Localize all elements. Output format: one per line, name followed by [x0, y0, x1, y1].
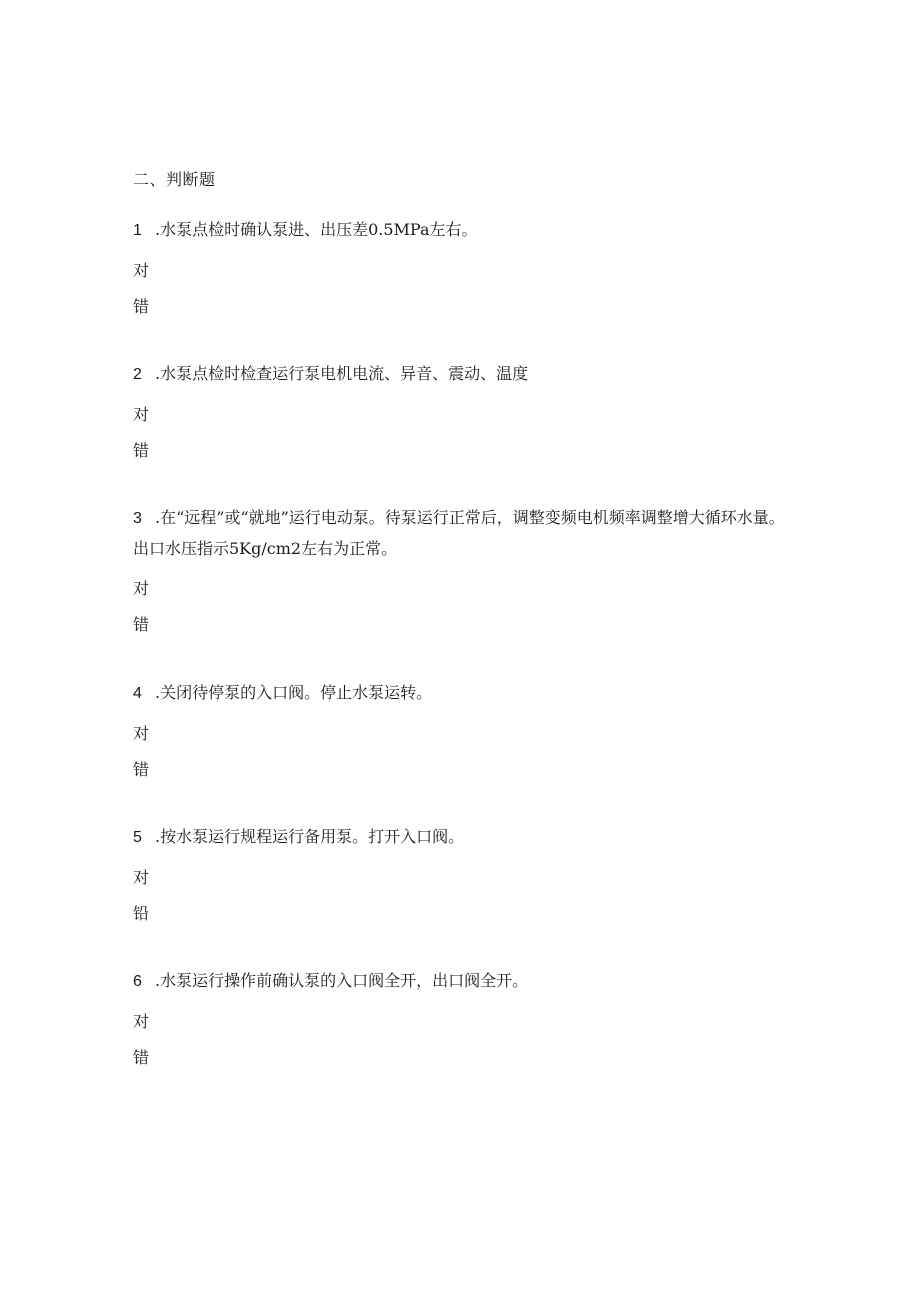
question-text: 5 .按水泵运行规程运行备用泵。打开入口阀。: [133, 822, 793, 853]
question-number: 3: [133, 510, 142, 527]
question-text: 4 .关闭待停泵的入口阀。停止水泵运转。: [133, 678, 793, 709]
question-2: [133, 359, 793, 462]
question-3: [133, 503, 793, 636]
option-false[interactable]: 铅: [133, 904, 150, 923]
question-number: 1: [133, 222, 142, 239]
question-text: 3 .在“远程”或“就地”运行电动泵。待泵运行正常后，调整变频电机频率调整增大循环水量。出口水压指示5Kg/cm2左右为正常。: [133, 503, 793, 564]
option-false[interactable]: 错: [133, 615, 150, 634]
option-false[interactable]: 错: [133, 441, 150, 460]
question-text: 6 .水泵运行操作前确认泵的入口阀全开，出口阀全开。: [133, 966, 793, 997]
question-number: 2: [133, 366, 142, 383]
option-false[interactable]: 错: [133, 297, 150, 316]
option-true[interactable]: 对: [133, 579, 150, 598]
question-6: [133, 966, 793, 1069]
question-4: [133, 678, 793, 781]
option-true[interactable]: 对: [133, 261, 150, 280]
question-number: 6: [133, 973, 142, 990]
question-number: 5: [133, 829, 142, 846]
section-title: 二、判断题: [133, 170, 216, 189]
option-true[interactable]: 对: [133, 405, 150, 424]
question-text: 1 .水泵点检时确认泵进、出压差0.5MPa左右。: [133, 215, 793, 246]
option-false[interactable]: 错: [133, 760, 150, 779]
option-false[interactable]: 错: [133, 1048, 150, 1067]
question-1: [133, 215, 793, 318]
question-number: 4: [133, 685, 142, 702]
question-5: [133, 822, 793, 925]
question-text: 2 .水泵点检时检查运行泵电机电流、异音、震动、温度: [133, 359, 793, 390]
option-true[interactable]: 对: [133, 1012, 150, 1031]
option-true[interactable]: 对: [133, 868, 150, 887]
option-true[interactable]: 对: [133, 724, 150, 743]
